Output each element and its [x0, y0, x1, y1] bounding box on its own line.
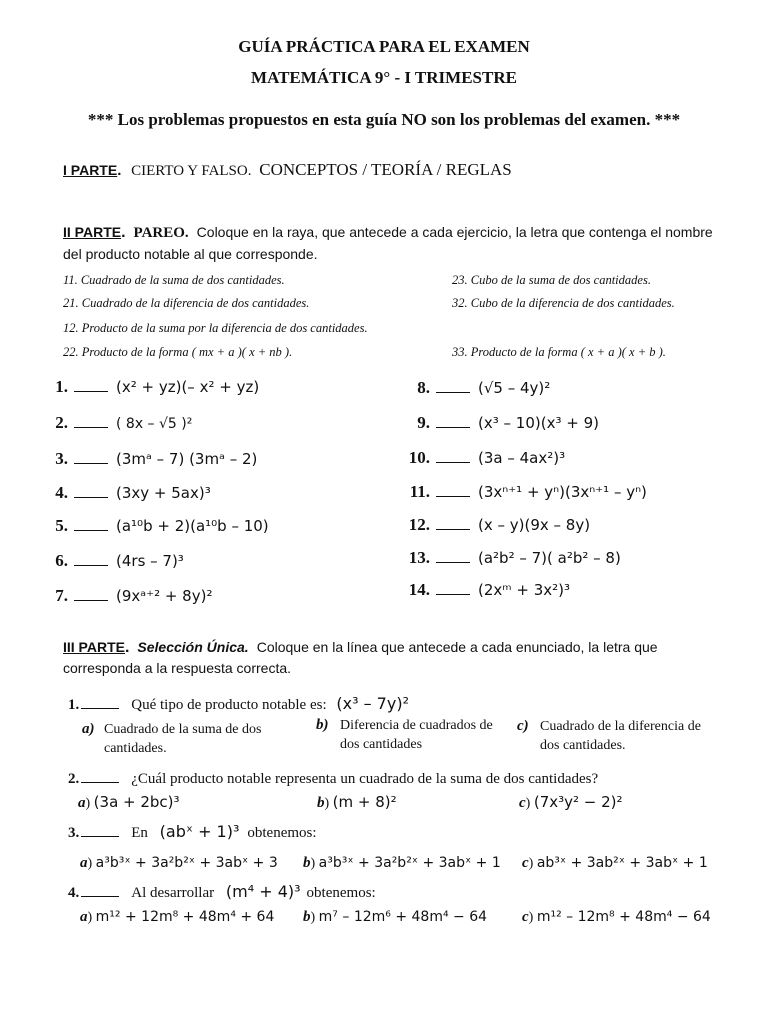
- part2-title: PAREO.: [133, 225, 189, 241]
- option-c: c): [517, 718, 529, 734]
- question-4: 4. Al desarrollar (m⁴ + 4)³ obtenemos:: [68, 882, 376, 901]
- answer-blank[interactable]: [81, 768, 119, 783]
- option-a: a) (3a + 2bc)³: [78, 793, 180, 811]
- exercise-expression: (9xᵃ⁺² + 8y)²: [116, 587, 213, 605]
- category-item: 22. Producto de la forma ( mx + a )( x + nb ).: [63, 345, 293, 359]
- exercise-item: 10. (3a – 4ax²)³: [408, 448, 566, 467]
- question-expression: (m⁴ + 4)³: [225, 882, 301, 901]
- doc-subtitle: MATEMÁTICA 9° - I TRIMESTRE: [251, 68, 517, 87]
- exercise-expression: ( 8x – √5 )²: [116, 416, 193, 432]
- answer-blank[interactable]: [81, 882, 119, 897]
- exercise-item: 5. (a¹⁰b + 2)(a¹⁰b – 10): [55, 516, 269, 535]
- answer-blank[interactable]: [74, 516, 108, 531]
- exercise-item: 3. (3mᵃ – 7) (3mᵃ – 2): [55, 449, 258, 468]
- answer-blank[interactable]: [74, 483, 108, 498]
- exercise-expression: (3xⁿ⁺¹ + yⁿ)(3xⁿ⁺¹ – yⁿ): [478, 483, 647, 501]
- exercise-expression: (3mᵃ – 7) (3mᵃ – 2): [116, 450, 258, 468]
- question-expression: (x³ – 7y)²: [336, 694, 409, 713]
- part1-title-a: CIERTO Y FALSO.: [131, 163, 252, 179]
- option-b: b) (m + 8)²: [317, 793, 397, 811]
- option-c: c) (7x³y² − 2)²: [519, 793, 623, 811]
- option-b-text: Diferencia de cuadrados de dos cantidades: [340, 718, 493, 752]
- question-2: 2. ¿Cuál producto notable representa un cuadrado de la suma de dos cantidades?: [68, 768, 598, 788]
- exercise-item: 6. (4rs – 7)³: [55, 551, 184, 570]
- option-a-text: Cuadrado de la suma de dos cantidades.: [104, 722, 262, 756]
- option-c-text: Cuadrado de la diferencia de dos cantidades.: [540, 719, 701, 753]
- option-c: c) ab³ˣ + 3ab²ˣ + 3abˣ + 1: [522, 855, 708, 871]
- option-a: a) a³b³ˣ + 3a²b²ˣ + 3abˣ + 3: [80, 855, 278, 871]
- category-item: 23. Cubo de la suma de dos cantidades.: [452, 273, 651, 287]
- question-1: 1. Qué tipo de producto notable es: (x³ – 7y)²: [68, 694, 409, 713]
- part1-label: I PARTE: [63, 162, 118, 178]
- option-b: b): [316, 717, 329, 733]
- doc-title: GUÍA PRÁCTICA PARA EL EXAMEN: [238, 37, 530, 56]
- exercise-item: 9. (x³ – 10)(x³ + 9): [417, 413, 599, 432]
- category-item: 12. Producto de la suma por la diferencia de dos cantidades.: [63, 321, 368, 335]
- exercise-expression: (√5 – 4y)²: [478, 379, 551, 397]
- exercise-expression: (2xᵐ + 3x²)³: [478, 581, 571, 599]
- part3-label: III PARTE: [63, 639, 125, 655]
- part3-instruction: Coloque en la línea que antecede a cada enunciado, la letra que corresponda a la respuesta correcta.: [63, 639, 658, 676]
- exercise-expression: (x – y)(9x – 8y): [478, 516, 591, 534]
- category-item: 21. Cuadrado de la diferencia de dos cantidades.: [63, 296, 310, 310]
- part1-title-b: CONCEPTOS / TEORÍA / REGLAS: [259, 160, 512, 179]
- exercise-item: 12. (x – y)(9x – 8y): [408, 515, 591, 534]
- answer-blank[interactable]: [74, 449, 108, 464]
- exercise-item: 13. (a²b² – 7)( a²b² – 8): [408, 548, 621, 567]
- exercise-item: 14. (2xᵐ + 3x²)³: [408, 580, 571, 599]
- category-item: 11. Cuadrado de la suma de dos cantidades.: [63, 273, 285, 287]
- exercise-expression: (3a – 4ax²)³: [478, 449, 566, 467]
- answer-blank[interactable]: [74, 413, 108, 428]
- category-item: 33. Producto de la forma ( x + a )( x + b ).: [452, 345, 666, 359]
- answer-blank[interactable]: [436, 378, 470, 393]
- answer-blank[interactable]: [436, 548, 470, 563]
- question-3: 3. En (abˣ + 1)³ obtenemos:: [68, 822, 317, 841]
- exercise-expression: (a²b² – 7)( a²b² – 8): [478, 549, 621, 567]
- answer-blank[interactable]: [74, 551, 108, 566]
- answer-blank[interactable]: [436, 515, 470, 530]
- option-b: b) m⁷ – 12m⁶ + 48m⁴ − 64: [303, 909, 488, 925]
- question-expression: (abˣ + 1)³: [159, 822, 240, 841]
- answer-blank[interactable]: [436, 580, 470, 595]
- part3-title: Selección Única.: [137, 639, 249, 655]
- exercise-item: 4. (3xy + 5ax)³: [55, 483, 211, 502]
- answer-blank[interactable]: [74, 377, 108, 392]
- exercise-expression: (4rs – 7)³: [116, 552, 184, 570]
- option-a: a) m¹² + 12m⁸ + 48m⁴ + 64: [80, 909, 275, 925]
- part2-heading: II PARTE. PAREO. Coloque en la raya, que antecede a cada ejercicio, la letra que contenga el nombre del producto notable al que corresponde.: [63, 224, 713, 262]
- category-item: 32. Cubo de la diferencia de dos cantidades.: [452, 296, 675, 310]
- question-text: Qué tipo de producto notable es:: [131, 697, 327, 713]
- exercise-item: 1. (x² + yz)(– x² + yz): [55, 377, 260, 396]
- exercise-item: 7. (9xᵃ⁺² + 8y)²: [55, 586, 213, 605]
- answer-blank[interactable]: [74, 586, 108, 601]
- part3-heading: III PARTE. Selección Única. Coloque en la línea que antecede a cada enunciado, la letra que corresponda a la respuesta correcta.: [63, 639, 658, 676]
- option-b: b) a³b³ˣ + 3a²b²ˣ + 3abˣ + 1: [303, 855, 501, 871]
- question-text: En: [131, 825, 148, 841]
- exercise-item: 2. ( 8x – √5 )²: [55, 413, 193, 432]
- answer-blank[interactable]: [436, 448, 470, 463]
- notice: *** Los problemas propuestos en esta guía NO son los problemas del examen. ***: [87, 110, 681, 129]
- exercise-expression: (a¹⁰b + 2)(a¹⁰b – 10): [116, 517, 269, 535]
- part1-heading: I PARTE. CIERTO Y FALSO. CONCEPTOS / TEORÍA / REGLAS: [63, 160, 512, 179]
- exercise-expression: (3xy + 5ax)³: [116, 484, 211, 502]
- answer-blank[interactable]: [81, 694, 119, 709]
- answer-blank[interactable]: [81, 822, 119, 837]
- question-text: Al desarrollar: [131, 885, 215, 901]
- exercise-item: 8. (√5 – 4y)²: [417, 378, 551, 397]
- part2-label: II PARTE: [63, 224, 122, 240]
- part2-instruction: Coloque en la raya, que antecede a cada ejercicio, la letra que contenga el nombre del producto notable al que corresponde.: [63, 224, 713, 262]
- option-c: c) m¹² – 12m⁸ + 48m⁴ − 64: [522, 909, 711, 925]
- answer-blank[interactable]: [436, 482, 470, 497]
- exercise-expression: (x³ – 10)(x³ + 9): [478, 414, 599, 432]
- option-a: a): [82, 721, 95, 737]
- answer-blank[interactable]: [436, 413, 470, 428]
- exercise-expression: (x² + yz)(– x² + yz): [116, 378, 260, 396]
- exercise-item: 11. (3xⁿ⁺¹ + yⁿ)(3xⁿ⁺¹ – yⁿ): [409, 482, 647, 501]
- question-text: ¿Cuál producto notable representa un cuadrado de la suma de dos cantidades?: [131, 771, 599, 787]
